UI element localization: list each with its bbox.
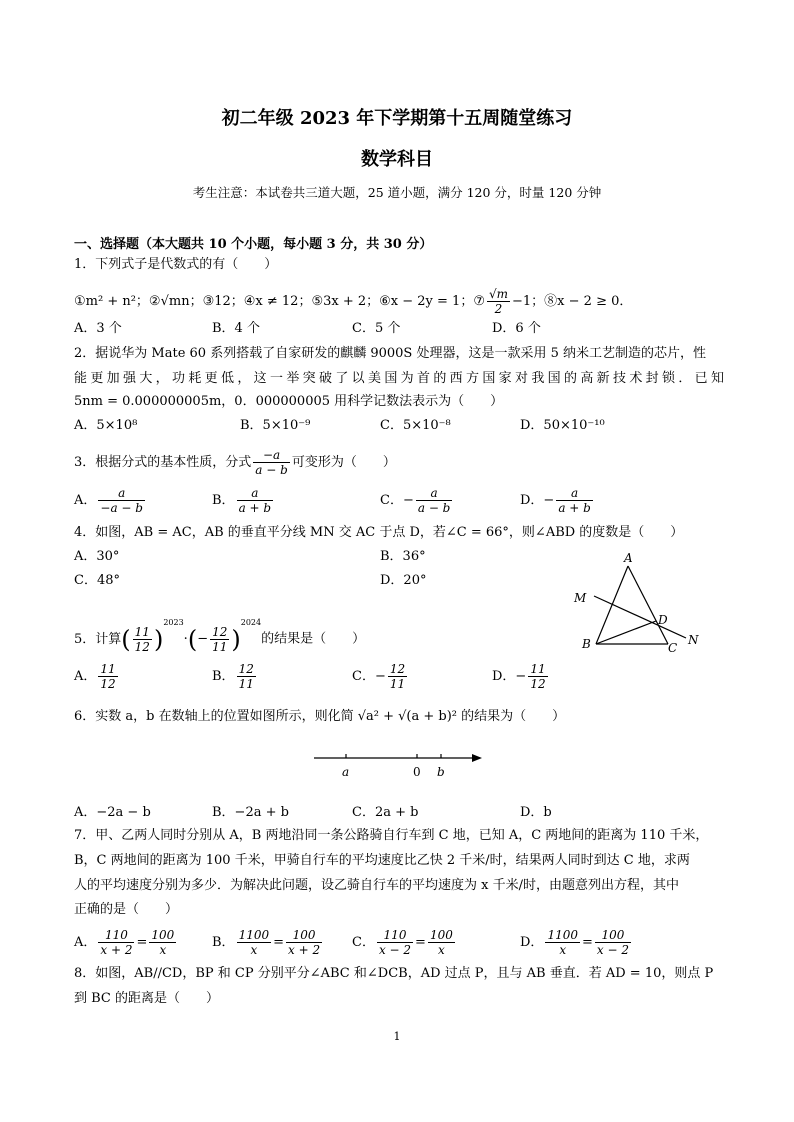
q4-option-d: D．20° [380,573,427,588]
q6-number-line [310,748,490,782]
q5-frac1: $\frac{11}{12}$ [134,625,150,654]
segment-ac [628,566,668,644]
exam-title: 初二年级 2023 年下学期第十五周随堂练习 [221,108,573,129]
q8-line1: 8．如图，AB//CD，BP 和 CP 分别平分∠ABC 和∠DCB，AD 过点 P，且与 AB 垂直．若 AD = 10，则点 P [74,966,714,981]
q5-option-c: C．− $\frac{12}{11}$ [352,662,406,691]
section-heading: 一、选择题（本大题共 10 个小题，每小题 3 分，共 30 分） [74,237,433,252]
q5-frac2: $\frac{12}{11}$ [212,625,228,654]
q5-option-b: B． $\frac{12}{11}$ [212,662,254,691]
q7-option-b: B． $\frac{1100}{x}$ = $\frac{100}{x + 2}$ [212,928,321,957]
q5-option-d: D．− $\frac{11}{12}$ [492,662,546,691]
q1-option-a: A．3 个 [74,321,122,336]
q6-option-b: B．−2a + b [212,805,289,820]
q1-option-d: D．6 个 [492,321,541,336]
q7-option-d: D． $\frac{1100}{x}$ = $\frac{100}{x - 2}$ [520,928,629,957]
q4-option-b: B．36° [380,549,426,564]
q3-stem-fraction: $\frac{-a}{a - b}$ [255,448,288,477]
label-n: N [688,633,699,647]
q1-items-tail: −1；⑧x − 2 ≥ 0． [512,294,633,309]
axis-label-0: 0 [413,765,421,779]
q4-option-a: A．30° [74,549,120,564]
q3-option-c: C．− $\frac{a}{a - b}$ [380,486,451,515]
q2-option-c: C．5×10⁻⁸ [380,418,451,433]
axis-label-b: b [437,765,445,779]
axis-arrow-icon [472,754,482,762]
axis-label-a: a [342,765,350,779]
q3-stem: 3．根据分式的基本性质，分式 $\frac{-a}{a - b}$ 可变形为（ ） [74,448,396,477]
page-number: 1 [393,1030,401,1043]
q7-line3: 人的平均速度分别为多少．为解决此问题，设乙骑自行车的平均速度为 x 千米/时，由题意列出方程，其中 [74,878,679,893]
subject-title: 数学科目 [361,149,433,170]
q7-option-c: C． $\frac{110}{x - 2}$ = $\frac{100}{x}$ [352,928,453,957]
exam-notice: 考生注意：本试卷共三道大题，25 道小题，满分 120 分，时量 120 分钟 [192,185,602,200]
q4-stem: 4．如图，AB = AC，AB 的垂直平分线 MN 交 AC 于点 D，若∠C = 66°，则∠ABD 的度数是（ ） [74,525,684,540]
label-a: A [624,551,633,565]
q7-line1: 7．甲、乙两人同时分别从 A，B 两地沿同一条公路骑自行车到 C 地，已知 A，C 两地间的距离为 110 千米， [74,828,709,843]
label-c: C [668,641,678,655]
q6-stem: 6．实数 a，b 在数轴上的位置如图所示，则化简 √a² + √(a + b)² 的结果为（ ） [74,709,566,724]
segment-ab [596,566,628,644]
label-m: M [574,591,587,605]
q1-items [74,287,632,316]
segment-bd [596,621,656,644]
q2-option-b: B．5×10⁻⁹ [240,418,311,433]
q2-line1: 2．据说华为 Mate 60 系列搭载了自家研发的麒麟 9000S 处理器，这是一款采用 5 纳米工艺制造的芯片，性 [74,346,706,361]
q5-exp1: 2023 [163,618,184,627]
q5-option-a: A． $\frac{11}{12}$ [74,662,116,691]
q2-option-d: D．50×10⁻¹⁰ [520,418,605,433]
q7-line4: 正确的是（ ） [74,902,179,917]
q5-exp2: 2024 [240,618,262,627]
q4-triangle-figure [568,548,708,660]
q5-stem: 5．计算( $\frac{11}{12}$ )$^{2023}$·(− $\frac{12}{11}$ )$^{2024}$的结果是（ ） [74,618,366,654]
label-b: B [582,637,591,651]
q1-option-b: B．4 个 [212,321,260,336]
q1-option-c: C．5 个 [352,321,401,336]
q1-items-fraction: $\frac{√m}{2}$ [488,287,509,316]
q2-line3: 5nm = 0.000000005m，0．000000005 用科学记数法表示为（ ） [74,394,504,409]
q6-option-c: C．2a + b [352,805,419,820]
q6-option-d: D．b [520,805,552,820]
q6-option-a: A．−2a − b [74,805,151,820]
q2-option-a: A．5×10⁸ [74,418,138,433]
q3-option-a: A． $\frac{a}{-a - b}$ [74,486,143,515]
q7-line2: B，C 两地间的距离为 100 千米，甲骑自行车的平均速度比乙快 2 千米/时，结果两人同时到达 C 地，求两 [74,853,690,868]
label-d: D [658,613,668,627]
q3-option-b: B． $\frac{a}{a + b}$ [212,486,272,515]
q8-line2: 到 BC 的距离是（ ） [74,991,220,1006]
q4-option-c: C．48° [74,573,120,588]
line-mn [594,596,686,638]
q3-option-d: D．− $\frac{a}{a + b}$ [520,486,591,515]
q1-items-text: ①m² + n²；②√mn；③12；④x ≠ 12；⑤3x + 2；⑥x − 2y = 1；⑦ [74,294,485,309]
q7-option-a: A． $\frac{110}{x + 2}$ = $\frac{100}{x}$ [74,928,175,957]
q2-line2: 能更加强大，功耗更低，这一举突破了以美国为首的西方国家对我国的高新技术封锁．已知 [74,371,724,386]
q1-stem: 1．下列式子是代数式的有（ ） [74,257,278,272]
